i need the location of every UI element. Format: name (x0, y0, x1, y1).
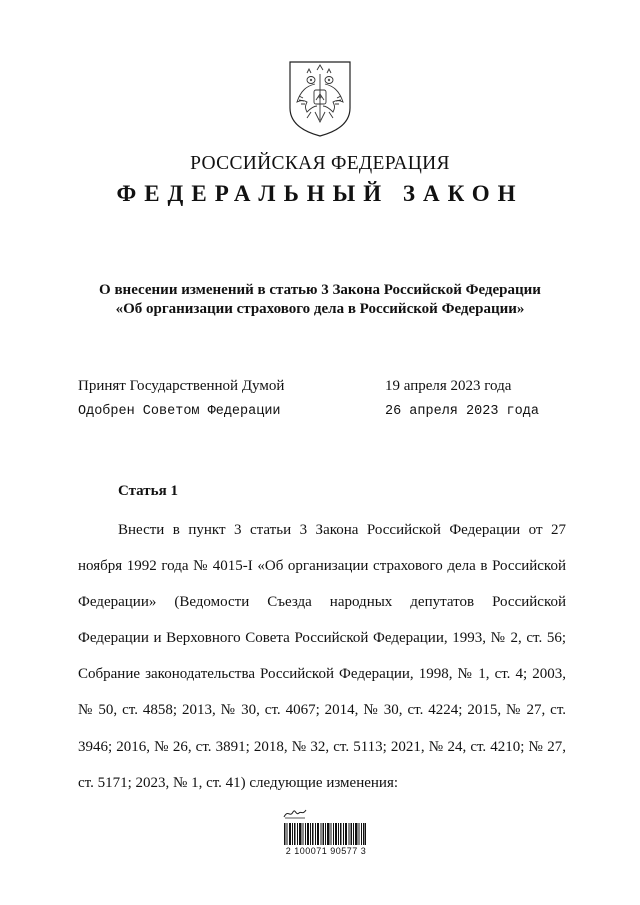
signature-mark-icon (282, 806, 308, 820)
barcode-bars-icon (284, 823, 366, 845)
document-type: ФЕДЕРАЛЬНЫЙ ЗАКОН (116, 181, 524, 206)
duma-adoption-label: Принят Государственной Думой (78, 378, 285, 394)
article-1-paragraph: Внести в пункт 3 статьи 3 Закона Российской Федерации от 27 ноября 1992 года № 4015-I «Об организации страхового дела в Российской Федерации» (Ведомости Съезда народных депутатов Российской Федерации и Верховного Совета Российской Федерации, 1993, № 2, ст. 56; Собрание законодательства Российской Федерации, 1998, № 1, ст. 4; 2003, № 50, ст. 4858; 2013, № 30, ст. 4067; 2014, № 30, ст. 4224; 2015, № 27, ст. 3946; 2016, № 26, ст. 3891; 2018, № 32, ст. 5113; 2021, № 24, ст. 4210; № 27, ст. 5171; 2023, № 1, ст. 41) следующие изменения: (78, 522, 566, 791)
council-approval-label: Одобрен Советом Федерации (78, 404, 281, 419)
law-title-line-1: О внесении изменений в статью 3 Закона Российской Федерации (99, 282, 541, 298)
article-1-heading: Статья 1 (118, 483, 178, 499)
law-title-line-2: «Об организации страхового дела в Российской Федерации» (115, 301, 525, 317)
law-title (0, 281, 640, 319)
duma-adoption-date: 19 апреля 2023 года (385, 378, 512, 394)
coat-of-arms-emblem (287, 60, 353, 138)
russian-coat-of-arms-icon (287, 60, 353, 138)
council-approval-date: 26 апреля 2023 года (385, 404, 539, 419)
document-barcode (276, 806, 376, 856)
barcode-number: 2 100071 90577 3 (285, 846, 367, 856)
country-name: РОССИЙСКАЯ ФЕДЕРАЦИЯ (190, 153, 450, 174)
article-1-body (78, 512, 566, 801)
